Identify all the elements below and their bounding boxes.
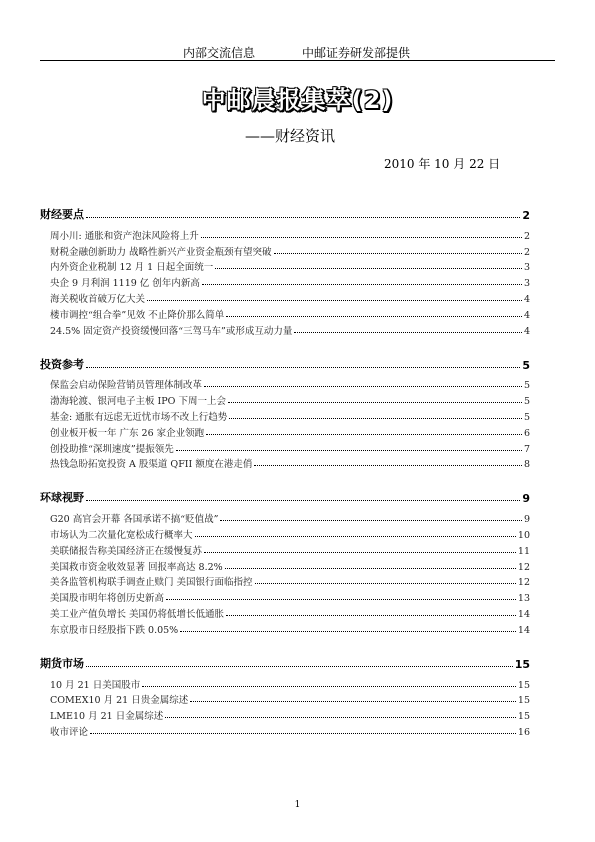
toc-leader-dots xyxy=(255,583,516,584)
toc-entry-title: 收市评论 xyxy=(50,726,89,738)
toc-entry-page: 4 xyxy=(523,293,530,305)
toc-entry[interactable] xyxy=(40,226,530,242)
toc-entry[interactable] xyxy=(40,706,530,722)
toc-entry-page: 15 xyxy=(517,679,530,691)
toc-entry-title: 创投助推“深圳速度”提振领先 xyxy=(50,443,174,455)
toc-leader-dots xyxy=(201,237,522,238)
toc-section-title: 投资参考 xyxy=(40,357,84,371)
toc-entry[interactable] xyxy=(40,691,530,707)
toc-entry[interactable] xyxy=(40,258,530,274)
toc-entry-page: 2 xyxy=(523,230,530,242)
toc-entry-page: 6 xyxy=(523,427,530,439)
toc-entry-title: 美国股市明年将创历史新高 xyxy=(50,593,165,605)
toc-entry[interactable] xyxy=(40,242,530,258)
toc-section-heading[interactable] xyxy=(40,488,530,505)
toc-leader-dots xyxy=(225,568,516,569)
toc-entry[interactable] xyxy=(40,455,530,471)
toc-entry-title: 渤海轮渡、银河电子主板 IPO 下周一上会 xyxy=(50,396,226,408)
toc-entry-page: 9 xyxy=(523,514,530,526)
toc-entry-title: 美国救市资金收效显著 回报率高达 8.2% xyxy=(50,561,223,573)
toc-entry-title: 热钱急盼拓宽投资 A 股渠道 QFII 额度在港走俏 xyxy=(50,459,253,471)
toc-entry-title: 市场认为二次量化宽松成行概率大 xyxy=(50,529,193,541)
toc-entry-title: 创业板开板一年 广东 26 家企业领跑 xyxy=(50,427,205,439)
toc-entry-title: 保监会启动保险营销员管理体制改革 xyxy=(50,380,203,392)
toc-entry-title: 美各监管机构联手调查止赎门 美国银行面临指控 xyxy=(50,577,253,589)
toc-leader-dots xyxy=(90,733,516,734)
toc-leader-dots xyxy=(204,552,516,553)
toc-entry[interactable] xyxy=(40,604,530,620)
toc-leader-dots xyxy=(86,666,513,667)
toc-section-title: 环球视野 xyxy=(40,491,84,505)
toc-leader-dots xyxy=(195,536,516,537)
toc-entry-page: 3 xyxy=(523,262,530,274)
toc-entry-title: 楼市调控“组合拳”见效 不止降价那么简单 xyxy=(50,309,225,321)
toc-entry[interactable] xyxy=(40,722,530,738)
toc-leader-dots xyxy=(86,217,520,218)
page-header xyxy=(40,44,555,61)
toc-section-heading[interactable] xyxy=(40,355,530,372)
toc-leader-dots xyxy=(228,402,522,403)
toc-leader-dots xyxy=(206,434,522,435)
toc-entry-page: 15 xyxy=(517,695,530,707)
toc-entry-title: 美工业产值负增长 美国仍将低增长低通胀 xyxy=(50,608,225,620)
toc-entry-title: 周小川: 通胀和资产泡沫风险将上升 xyxy=(50,230,199,242)
toc-section-heading[interactable] xyxy=(40,654,530,671)
document-title: 中邮晨报集萃(2) xyxy=(201,86,394,114)
toc-entry-page: 5 xyxy=(523,411,530,423)
toc-entry-title: LME10 月 21 日金属综述 xyxy=(50,711,164,723)
toc-leader-dots xyxy=(215,268,522,269)
toc-leader-dots xyxy=(294,332,522,333)
toc-entry[interactable] xyxy=(40,289,530,305)
toc-entry-page: 7 xyxy=(523,443,530,455)
toc-entry[interactable] xyxy=(40,407,530,423)
toc-entry[interactable] xyxy=(40,675,530,691)
toc-entry-title: 东京股市日经股指下跌 0.05% xyxy=(50,624,179,636)
toc-leader-dots xyxy=(86,500,520,501)
toc-section xyxy=(40,205,530,337)
toc-leader-dots xyxy=(254,465,522,466)
toc-entry-page: 10 xyxy=(517,529,530,541)
toc-entry-page: 14 xyxy=(517,624,530,636)
document-date: 2010 年 10 月 22 日 xyxy=(384,157,501,171)
toc-entry[interactable] xyxy=(40,423,530,439)
toc-leader-dots xyxy=(86,367,520,368)
toc-leader-dots xyxy=(166,599,516,600)
toc-entry[interactable] xyxy=(40,376,530,392)
toc-entry-title: 海关税收首破万亿大关 xyxy=(50,293,146,305)
toc-entry-page: 13 xyxy=(517,593,530,605)
toc-entry[interactable] xyxy=(40,439,530,455)
toc-section xyxy=(40,355,530,471)
toc-entry-page: 11 xyxy=(517,545,530,557)
toc-entry[interactable] xyxy=(40,541,530,557)
toc-entry-page: 12 xyxy=(517,577,530,589)
toc-leader-dots xyxy=(202,284,522,285)
toc-entry-page: 4 xyxy=(523,325,530,337)
toc-entry-page: 5 xyxy=(523,380,530,392)
toc-section-title: 财经要点 xyxy=(40,208,84,221)
toc-entry-title: COMEX10 月 21 日贵金属综述 xyxy=(50,695,189,707)
document-subtitle: ——财经资讯 xyxy=(245,127,336,145)
toc-entry[interactable] xyxy=(40,588,530,604)
toc-entry-page: 12 xyxy=(517,561,530,573)
toc-entry-page: 15 xyxy=(517,711,530,723)
toc-entry-page: 2 xyxy=(523,246,530,258)
toc-entry[interactable] xyxy=(40,557,530,573)
toc-entry-page: 16 xyxy=(517,726,530,738)
toc-leader-dots xyxy=(142,686,516,687)
toc-section xyxy=(40,654,530,738)
toc-entry-title: 央企 9 月利润 1119 亿 创年内新高 xyxy=(50,278,200,290)
toc-section-heading[interactable] xyxy=(40,205,530,222)
toc-leader-dots xyxy=(190,701,516,702)
toc-section-page: 9 xyxy=(522,492,530,506)
toc-entry[interactable] xyxy=(40,305,530,321)
toc-leader-dots xyxy=(274,253,522,254)
toc-entry-title: G20 高官会开幕 各国承诺不搞“贬值战” xyxy=(50,514,219,526)
toc-entry[interactable] xyxy=(40,321,530,337)
toc-entry-title: 美联储报告称美国经济正在缓慢复苏 xyxy=(50,545,203,557)
toc-entry-page: 5 xyxy=(523,396,530,408)
toc-entry-title: 24.5% 固定资产投资缓慢回落“三驾马车”或形成互动力量 xyxy=(50,325,293,337)
toc-entry-page: 4 xyxy=(523,309,530,321)
toc-entry-page: 3 xyxy=(523,278,530,290)
toc-entry[interactable] xyxy=(40,273,530,289)
toc-leader-dots xyxy=(226,316,522,317)
toc-entry[interactable] xyxy=(40,525,530,541)
page-number: 1 xyxy=(294,800,301,810)
toc-leader-dots xyxy=(229,418,522,419)
toc-entry-title: 内外资企业税制 12 月 1 日起全面统一 xyxy=(50,262,214,274)
toc-entry-page: 8 xyxy=(523,459,530,471)
toc-leader-dots xyxy=(147,300,522,301)
toc-entry[interactable] xyxy=(40,509,530,525)
toc-entry-title: 财税金融创新助力 战略性新兴产业资金瓶颈有望突破 xyxy=(50,246,272,258)
toc-leader-dots xyxy=(165,717,516,718)
toc-entry-title: 10 月 21 日美国股市 xyxy=(50,679,141,691)
toc-section-page: 15 xyxy=(514,657,530,671)
toc-entry[interactable] xyxy=(40,620,530,636)
toc-leader-dots xyxy=(180,631,516,632)
toc-entry[interactable] xyxy=(40,391,530,407)
toc-entry-title: 基金: 通胀有远虑无近忧市场不改上行趋势 xyxy=(50,411,228,423)
header-left-label: 内部交流信息 xyxy=(183,46,256,60)
toc-section-page: 5 xyxy=(522,358,530,372)
toc-leader-dots xyxy=(204,386,522,387)
toc-section-title: 期货市场 xyxy=(40,656,84,670)
table-of-contents xyxy=(40,205,530,756)
header-right-label: 中邮证券研发部提供 xyxy=(302,46,411,60)
toc-entry-page: 14 xyxy=(517,608,530,620)
toc-section xyxy=(40,488,530,635)
toc-leader-dots xyxy=(220,520,522,521)
toc-leader-dots xyxy=(226,615,516,616)
toc-section-page: 2 xyxy=(522,209,530,222)
toc-leader-dots xyxy=(176,450,522,451)
toc-entry[interactable] xyxy=(40,573,530,589)
